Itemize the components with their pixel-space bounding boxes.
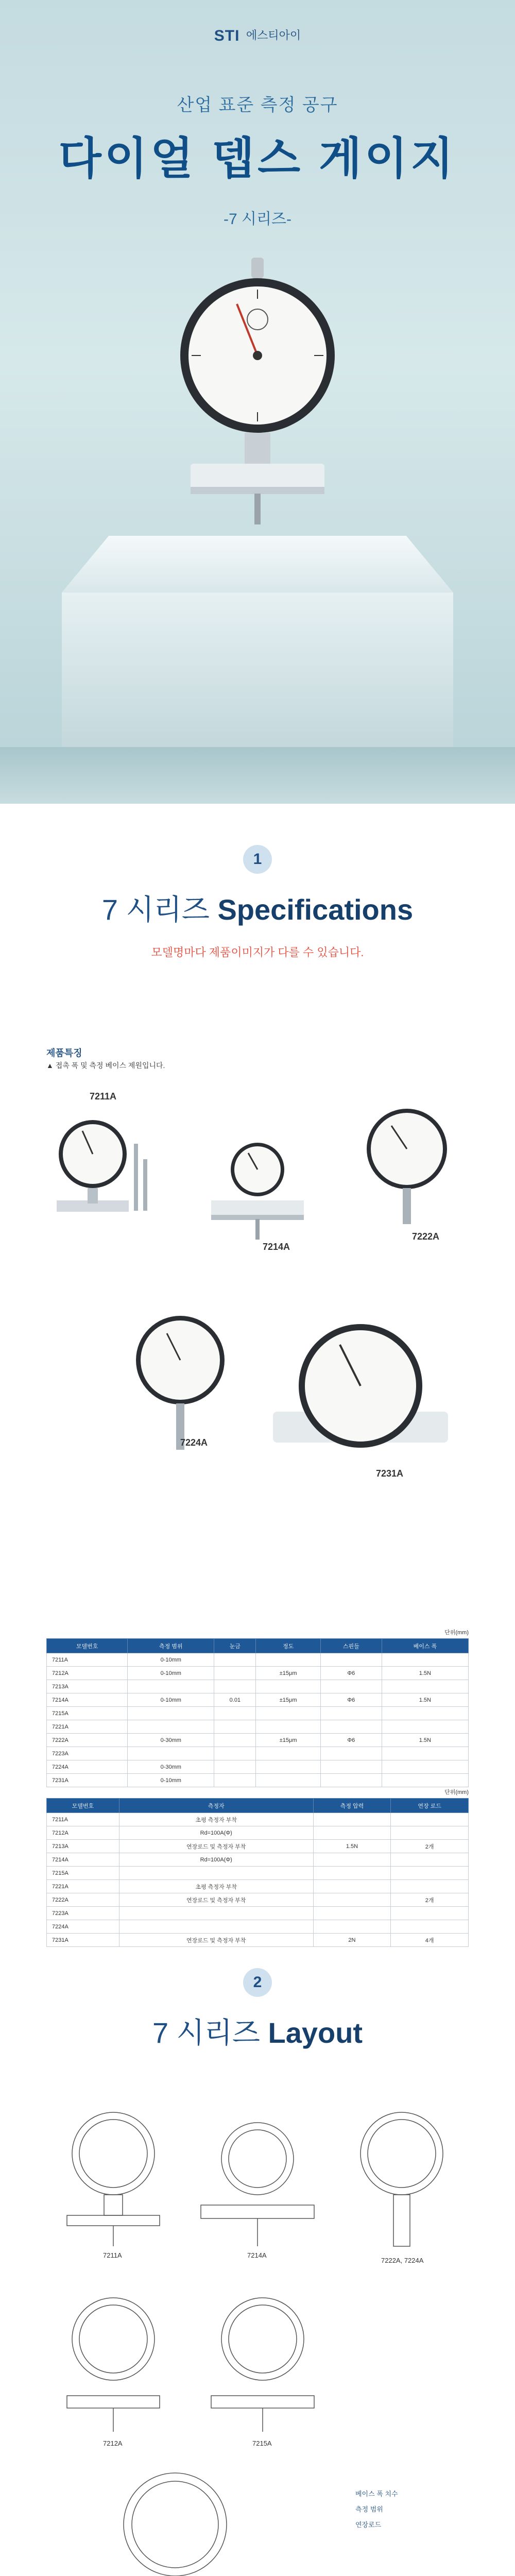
table-cell [320,1653,382,1667]
table-cell [391,1907,469,1920]
table-cell [382,1680,468,1693]
drawing-label-7222a: 7222A, 7224A [381,2257,424,2264]
table-cell [313,1907,391,1920]
hero-series: -7 시리즈- [224,211,291,228]
specifications-section [0,804,515,1944]
brand-name: 에스티아이 [246,29,301,42]
table-cell [128,1747,214,1760]
table-cell [214,1734,256,1747]
table-cell [214,1680,256,1693]
table-cell [214,1667,256,1680]
header-accuracy: 정도 [256,1639,321,1653]
table-cell: 0-30mm [128,1734,214,1747]
table-row [47,1720,469,1734]
table-cell [256,1653,321,1667]
table-cell [382,1774,468,1787]
table-cell: 0-10mm [128,1774,214,1787]
table-cell: ±15μm [256,1693,321,1707]
table-cell: 7213A [47,1680,128,1693]
table-row [47,1774,469,1787]
table-cell [313,1813,391,1826]
table-cell: 7215A [47,1707,128,1720]
drawing-label-7211a: 7211A [103,2251,122,2259]
table-cell: 0-30mm [128,1760,214,1774]
table-row [47,1693,469,1707]
hero-banner [0,0,515,804]
table-cell [320,1747,382,1760]
table-cell [128,1680,214,1693]
table-cell [256,1680,321,1693]
table-cell: 0-10mm [128,1667,214,1680]
table-cell: 7224A [47,1760,128,1774]
table-cell: Φ6 [320,1734,382,1747]
table-cell: 0.01 [214,1693,256,1707]
section-note: 모델명마다 제품이미지가 다를 수 있습니다. [151,946,364,959]
table-cell: 연장로드 및 측정자 부착 [119,1893,313,1907]
table-cell: 2개 [391,1840,469,1853]
table-cell: 7221A [47,1880,119,1893]
tag-7224a: 7224A [180,1437,208,1448]
hero-subtitle: 산업 표준 측정 공구 [177,95,338,115]
spec-table-1 [46,1628,469,1787]
table-cell [320,1774,382,1787]
table-row [47,1840,469,1853]
header-force: 측정 압력 [313,1799,391,1813]
table-cell: 7223A [47,1747,128,1760]
section-number: 1 [243,845,272,874]
table-cell: 7222A [47,1734,128,1747]
table-row [47,1734,469,1747]
gauge-7224a-image [124,1303,237,1458]
unit-label: 단위(mm) [444,1789,469,1795]
table-cell [320,1760,382,1774]
table-cell [128,1707,214,1720]
table-cell: Rd=100A(Φ) [119,1853,313,1867]
product-label: 제품특징 [46,1048,82,1058]
table-cell: 초평 측정자 부착 [119,1813,313,1826]
table-cell: ±15μm [256,1667,321,1680]
table-cell: 1.5N [313,1840,391,1853]
table-cell [313,1867,391,1880]
table-cell [128,1720,214,1734]
table-row [47,1667,469,1680]
table-row [47,1747,469,1760]
table-cell [382,1653,468,1667]
table-cell [391,1867,469,1880]
unit-label: 단위(mm) [444,1630,469,1636]
table-cell [382,1720,468,1734]
display-platform-base [0,747,515,804]
table-cell [214,1653,256,1667]
tag-7214a: 7214A [263,1242,290,1252]
table-cell [256,1774,321,1787]
gauge-7231a-image [268,1309,453,1473]
table-cell: 7212A [47,1667,128,1680]
drawing-label-7212a: 7212A [103,2439,123,2447]
table-cell: ±15μm [256,1734,321,1747]
table-row [47,1653,469,1667]
table-cell [382,1747,468,1760]
section-title-main: Layout [268,2016,363,2049]
table-cell: 7231A [47,1774,128,1787]
table-cell [214,1720,256,1734]
section-title [0,887,515,928]
drawing-label-7214a: 7214A [247,2251,267,2259]
table-cell: 2개 [391,1893,469,1907]
drawing-7222a [340,2097,469,2257]
table-cell [320,1707,382,1720]
drawing-7212a [46,2282,180,2437]
table-cell [256,1747,321,1760]
table-row [47,1707,469,1720]
table-cell [214,1760,256,1774]
section-title-prefix: 7 시리즈 [152,2016,260,2049]
tag-7222a: 7222A [412,1231,440,1242]
drawing-7214a [191,2107,324,2251]
table-cell [382,1760,468,1774]
table-cell: 7211A [47,1653,128,1667]
table-cell [214,1707,256,1720]
table-cell: 4개 [391,1934,469,1947]
table-cell: 7224A [47,1920,119,1934]
table-cell: 7212A [47,1826,119,1840]
table-cell: 7211A [47,1813,119,1826]
table-row [47,1826,469,1840]
table-cell [256,1720,321,1734]
table-cell: Φ6 [320,1693,382,1707]
table-cell: Φ6 [320,1667,382,1680]
brand-logo [0,27,515,45]
table-cell [320,1720,382,1734]
gauge-7211a-image [52,1113,154,1236]
table-cell: 1.5N [382,1667,468,1680]
gauge-7214a-image [201,1133,314,1247]
table-cell [320,1680,382,1693]
drawing-label-7215a: 7215A [252,2439,272,2447]
table-cell: 7213A [47,1840,119,1853]
table-cell [214,1774,256,1787]
header-model: 모델번호 [47,1639,128,1653]
product-note: ▲ 접촉 폭 및 측정 베이스 제원입니다. [46,1061,165,1070]
table-cell: 2N [313,1934,391,1947]
table-cell [256,1707,321,1720]
tag-7211a: 7211A [90,1091,117,1101]
callout-range: 측정 범위 [355,2505,383,2513]
table-cell [391,1813,469,1826]
section-number: 2 [243,1968,272,1997]
table-cell [119,1907,313,1920]
callout-base-width: 베이스 폭 치수 [355,2490,398,2498]
hero-title: 다이얼 뎁스 게이지 [58,134,457,183]
header-range: 측정 범위 [128,1639,214,1653]
table-cell [382,1707,468,1720]
table-row [47,1867,469,1880]
table-cell: 0-10mm [128,1693,214,1707]
table-cell: 1.5N [382,1734,468,1747]
table-cell: 7221A [47,1720,128,1734]
section-title [0,2010,515,2052]
table-cell: Rd=100A(Φ) [119,1826,313,1840]
table-cell [391,1880,469,1893]
header-extension: 연장 로드 [391,1799,469,1813]
table-cell [391,1826,469,1840]
product-images [46,1077,469,1613]
table-cell [313,1893,391,1907]
table-cell: 1.5N [382,1693,468,1707]
table-cell: 7222A [47,1893,119,1907]
table-row [47,1853,469,1867]
table-cell: 7231A [47,1934,119,1947]
table-row [47,1907,469,1920]
table-row [47,1880,469,1893]
table-cell: 0-10mm [128,1653,214,1667]
depth-gauge-illustration [180,258,335,546]
layout-drawings [46,2097,469,2576]
layout-section [0,1927,515,2576]
table-row [47,1680,469,1693]
callout-extension-rod: 연장로드 [355,2521,382,2529]
table-cell: 7214A [47,1853,119,1867]
table-cell: 7214A [47,1693,128,1707]
display-platform-front [62,592,453,747]
table-cell [313,1880,391,1893]
header-spindle: 스핀들 [320,1639,382,1653]
section-title-prefix: 7 시리즈 [101,893,210,926]
gauge-7222a-image [355,1097,458,1231]
table-cell [391,1853,469,1867]
header-graduation: 눈금 [214,1639,256,1653]
brand-mark: STI [214,27,240,44]
drawing-7211a [46,2097,180,2251]
header-base: 베이스 폭 [382,1639,468,1653]
header-contact-point: 측정자 [119,1799,313,1813]
section-title-main: Specifications [217,893,414,926]
table-cell: 7223A [47,1907,119,1920]
table-cell [313,1853,391,1867]
table-cell: 초평 측정자 부착 [119,1880,313,1893]
drawing-7215a [196,2282,330,2437]
spec-table-2 [46,1788,469,1947]
table-cell [214,1747,256,1760]
header-model: 모델번호 [47,1799,119,1813]
drawing-7231a [67,2463,283,2576]
table-cell [119,1867,313,1880]
table-row [47,1893,469,1907]
table-cell [313,1826,391,1840]
table-row [47,1813,469,1826]
table-cell: 연장로드 및 측정자 부착 [119,1934,313,1947]
table-row [47,1760,469,1774]
table-cell: 연장로드 및 측정자 부착 [119,1840,313,1853]
tag-7231a: 7231A [376,1468,404,1479]
table-cell [256,1760,321,1774]
table-cell: 7215A [47,1867,119,1880]
